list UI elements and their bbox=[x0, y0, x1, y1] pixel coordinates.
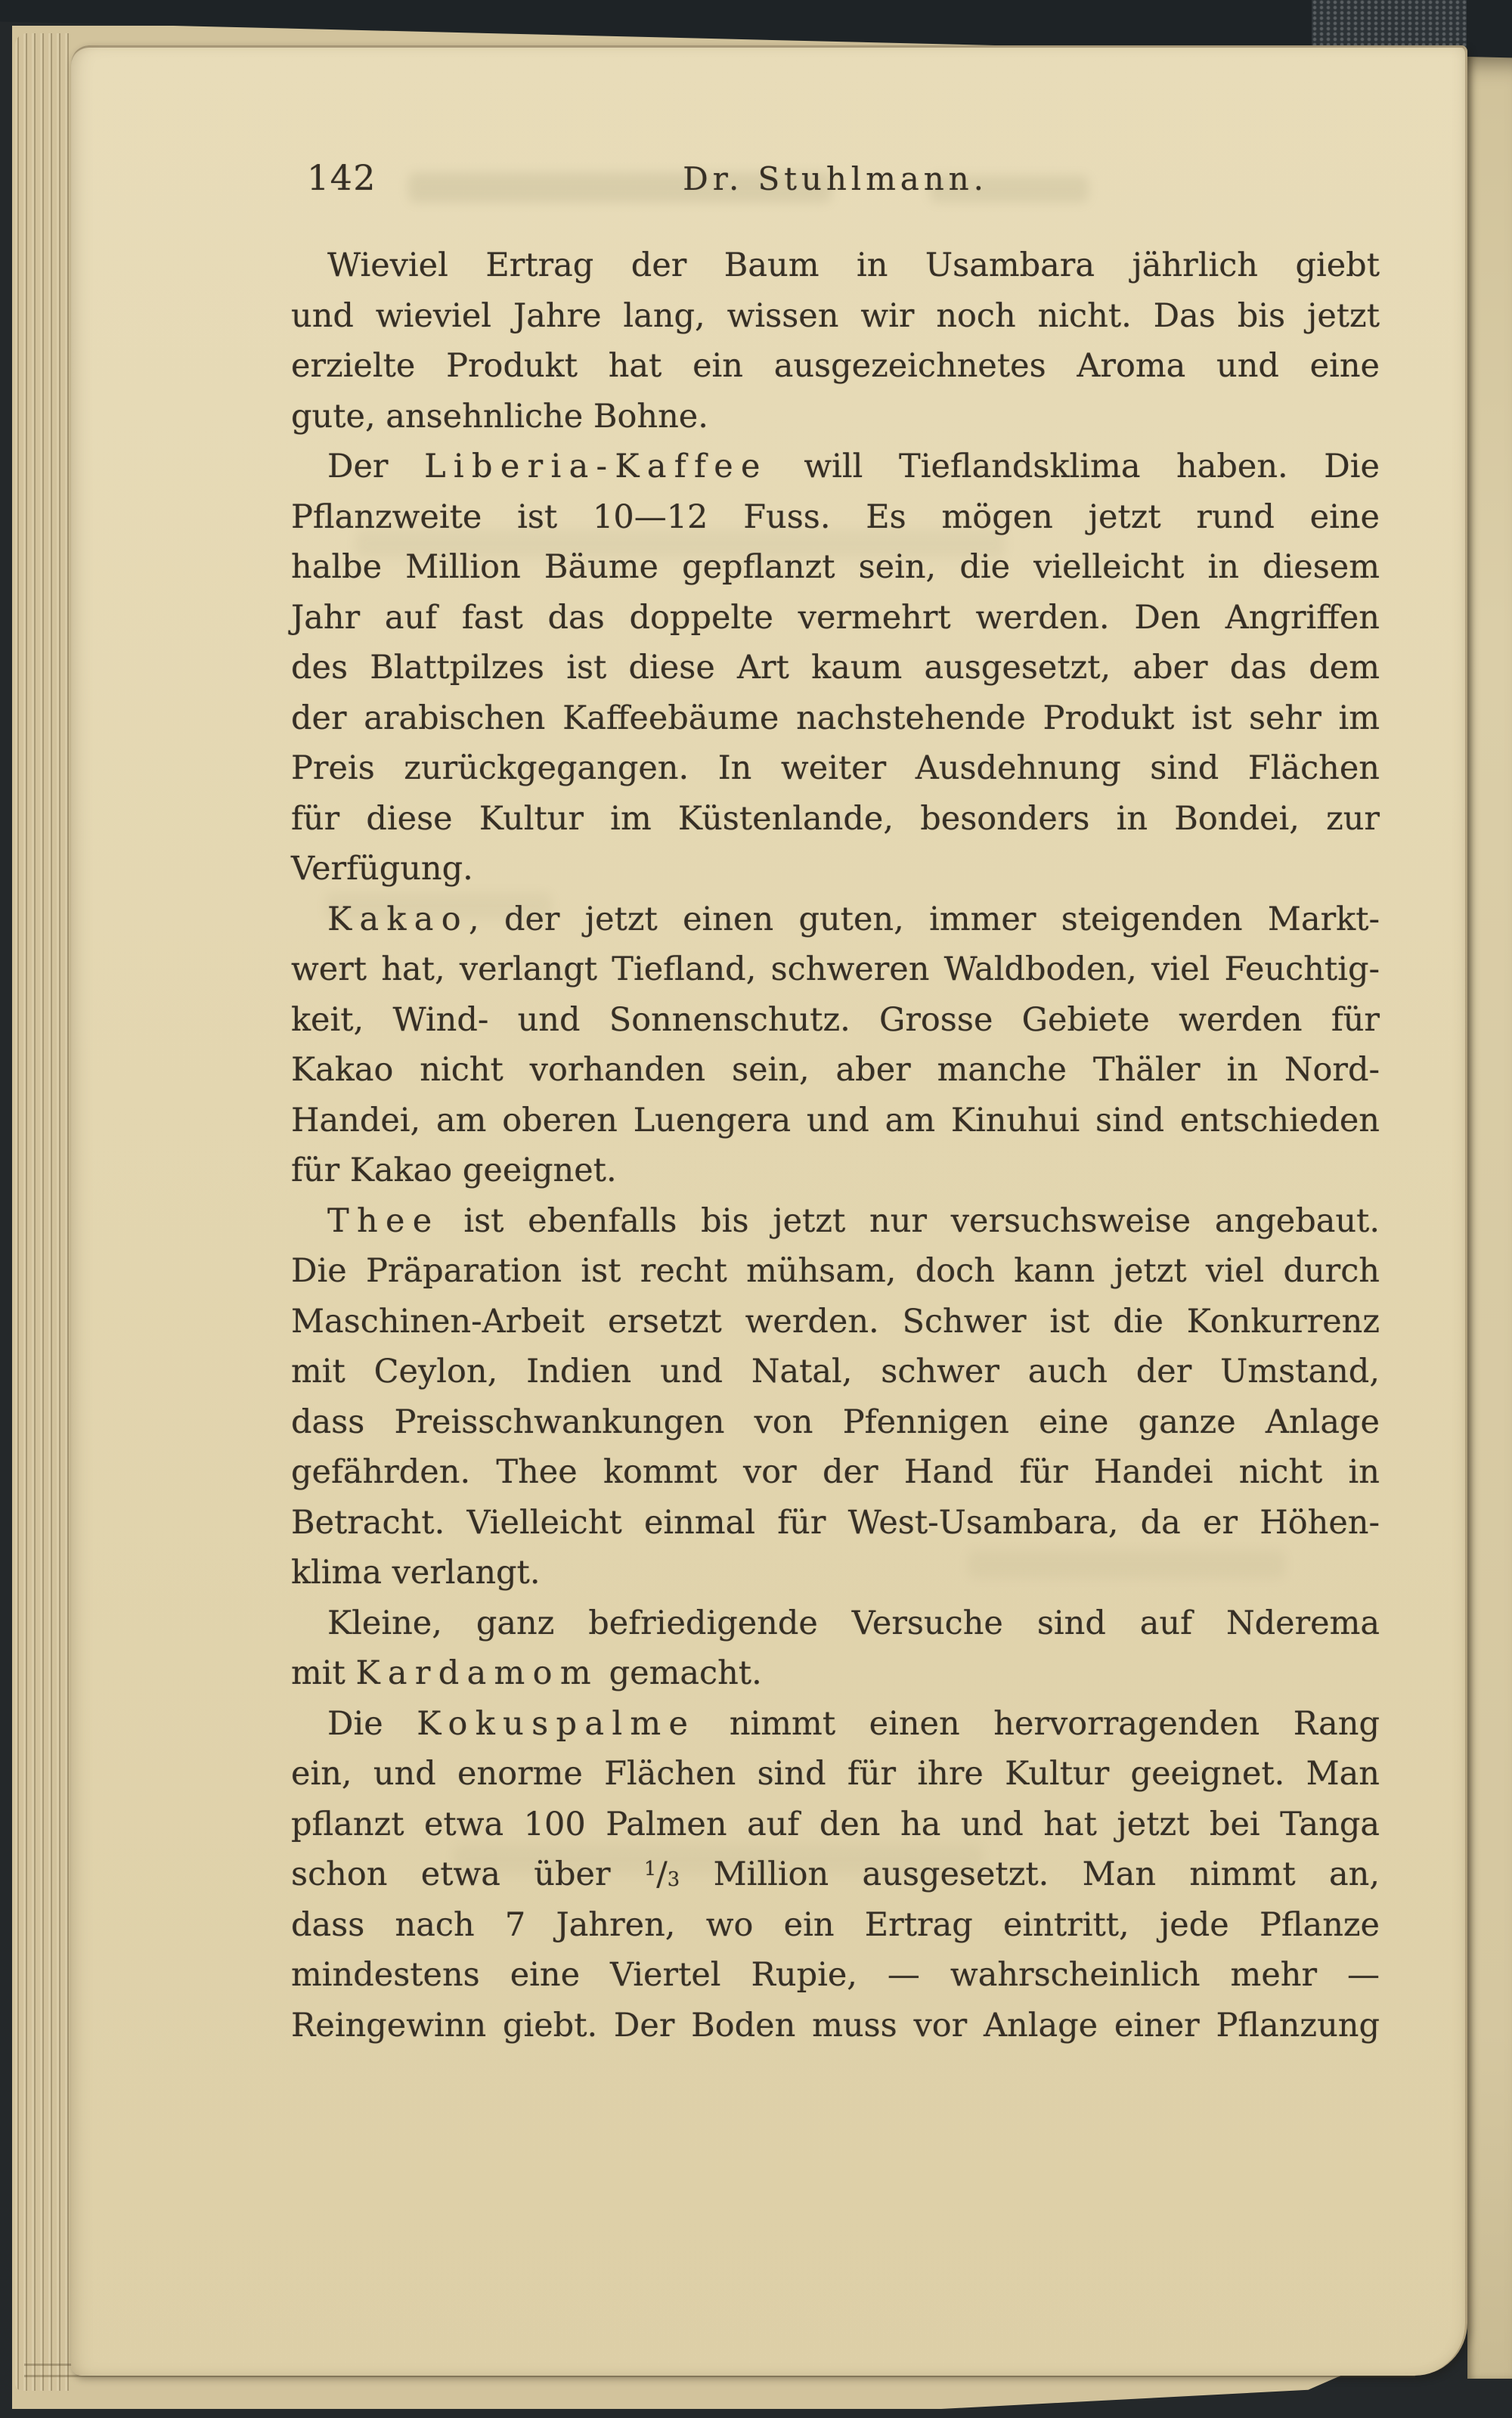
text-line bbox=[291, 392, 1380, 442]
text-segment: Kleine, ganz befriedigende Versuche sind auf Nderema bbox=[327, 1604, 1380, 1642]
text-segment: Betracht. Vielleicht einmal für West-Usambara, da er Höhen- bbox=[291, 1503, 1380, 1542]
text-segment: Handei, am oberen Luengera und am Kinuhui sind entschieden bbox=[291, 1101, 1380, 1139]
text-segment: will Tieflandsklima haben. Die bbox=[767, 448, 1380, 485]
text-segment: Verfügung. bbox=[291, 850, 473, 888]
text-line bbox=[291, 341, 1380, 392]
text-line bbox=[291, 291, 1380, 342]
text-line bbox=[291, 693, 1380, 744]
text-line bbox=[291, 794, 1380, 845]
text-segment: ein, und enorme Flächen sind für ihre Kultur geeignet. Man bbox=[291, 1755, 1380, 1793]
running-header: Dr. Stuhlmann. bbox=[683, 160, 988, 197]
text-segment: gemacht. bbox=[598, 1654, 762, 1692]
text-segment: Preis zurückgegangen. In weiter Ausdehnung sind Flächen bbox=[291, 749, 1380, 787]
text-line bbox=[291, 2001, 1380, 2051]
text-segment: für diese Kultur im Küstenlande, besonders in Bondei, zur bbox=[291, 799, 1380, 838]
text-line bbox=[291, 1749, 1380, 1800]
text-segment: schon etwa über bbox=[291, 1855, 644, 1893]
letterspaced-word: Liberia-Kaffee bbox=[424, 448, 768, 485]
text-line bbox=[291, 1548, 1380, 1598]
text-line bbox=[291, 240, 1380, 291]
text-segment: halbe Million Bäume gepflanzt sein, die vielleicht in diesem bbox=[291, 548, 1380, 586]
text-line bbox=[291, 1096, 1380, 1146]
text-line bbox=[291, 1900, 1380, 1951]
text-line bbox=[291, 1397, 1380, 1448]
text-line bbox=[291, 442, 1380, 492]
letterspaced-word: Kardamom bbox=[355, 1654, 599, 1692]
scanned-page bbox=[71, 45, 1467, 2376]
text-segment: mit Ceylon, Indien und Natal, schwer auch der Umstand, bbox=[291, 1353, 1380, 1390]
text-line bbox=[291, 1347, 1380, 1397]
body-text bbox=[291, 240, 1380, 2051]
text-line bbox=[291, 542, 1380, 593]
text-line bbox=[291, 492, 1380, 543]
text-segment: Die Präparation ist recht mühsam, doch kann jetzt viel durch bbox=[291, 1252, 1380, 1290]
text-segment: Wieviel Ertrag der Baum in Usambara jährlich giebt bbox=[327, 246, 1380, 284]
text-segment: gefährden. Thee kommt vor der Hand für Handei nicht in bbox=[291, 1453, 1380, 1491]
text-line bbox=[291, 1800, 1380, 1850]
text-segment: ist ebenfalls bis jetzt nur versuchsweise angebaut. bbox=[439, 1201, 1380, 1240]
text-line bbox=[291, 844, 1380, 894]
fraction: $^1$/3 bbox=[643, 1855, 680, 1893]
letterspaced-word: Kakao bbox=[327, 900, 469, 938]
text-segment: Pflanzweite ist 10—12 Fuss. Es mögen jetzt rund eine bbox=[291, 498, 1380, 536]
text-segment: für Kakao geeignet. bbox=[291, 1152, 617, 1189]
text-segment: des Blattpilzes ist diese Art kaum ausgesetzt, aber das dem bbox=[291, 649, 1380, 687]
text-line bbox=[291, 1045, 1380, 1096]
text-segment: nimmt einen hervorragenden Rang bbox=[696, 1704, 1380, 1743]
text-line bbox=[291, 1699, 1380, 1750]
text-line bbox=[291, 1598, 1380, 1649]
page-number: 142 bbox=[307, 157, 376, 198]
text-segment: erzielte Produkt hat ein ausgezeichnetes Aroma und eine bbox=[291, 347, 1380, 385]
text-segment: mindestens eine Viertel Rupie, — wahrscheinlich mehr — bbox=[291, 1956, 1380, 1994]
text-line bbox=[291, 1849, 1380, 1900]
text-line bbox=[291, 944, 1380, 995]
next-page-right-edge bbox=[1467, 51, 1512, 2379]
text-segment: dass Preisschwankungen von Pfennigen eine ganze Anlage bbox=[291, 1403, 1380, 1441]
text-line bbox=[291, 1297, 1380, 1347]
text-segment: Jahr auf fast das doppelte vermehrt werden. Den Angriffen bbox=[291, 598, 1380, 637]
text-segment: wert hat, verlangt Tiefland, schweren Waldboden, viel Feuchtig- bbox=[291, 950, 1380, 988]
text-segment: klima verlangt. bbox=[291, 1554, 541, 1592]
text-segment: Der bbox=[327, 448, 425, 485]
text-line bbox=[291, 1246, 1380, 1297]
text-segment: pflanzt etwa 100 Palmen auf den ha und hat jetzt bei Tanga bbox=[291, 1805, 1380, 1843]
text-segment: und wieviel Jahre lang, wissen wir noch nicht. Das bis jetzt bbox=[291, 296, 1380, 335]
text-line bbox=[291, 894, 1380, 945]
text-segment: dass nach 7 Jahren, wo ein Ertrag eintritt, jede Pflanze bbox=[291, 1905, 1380, 1944]
text-segment: Reingewinn giebt. Der Boden muss vor Anlage einer Pflanzung bbox=[291, 2006, 1380, 2044]
text-line bbox=[291, 995, 1380, 1046]
text-segment: Die bbox=[327, 1704, 417, 1743]
text-line bbox=[291, 1145, 1380, 1196]
text-segment: keit, Wind- und Sonnenschutz. Grosse Gebiete werden für bbox=[291, 1000, 1380, 1039]
text-line bbox=[291, 1950, 1380, 2001]
letterspaced-word: Thee bbox=[327, 1201, 440, 1240]
text-line bbox=[291, 1447, 1380, 1498]
text-line bbox=[291, 1196, 1380, 1247]
text-line bbox=[291, 643, 1380, 693]
text-line bbox=[291, 743, 1380, 794]
text-line bbox=[291, 593, 1380, 643]
text-segment: Maschinen-Arbeit ersetzt werden. Schwer ist die Konkurrenz bbox=[291, 1302, 1380, 1341]
text-segment: Million ausgesetzt. Man nimmt an, bbox=[680, 1855, 1380, 1893]
page-stack-left-edges bbox=[15, 33, 70, 2391]
letterspaced-word: Kokuspalme bbox=[417, 1704, 696, 1743]
text-segment: gute, ansehnliche Bohne. bbox=[291, 397, 708, 436]
text-segment: der arabischen Kaffeebäume nachstehende Produkt ist sehr im bbox=[291, 699, 1380, 737]
text-segment: , der jetzt einen guten, immer steigenden Markt- bbox=[468, 900, 1380, 938]
text-line bbox=[291, 1648, 1380, 1699]
text-line bbox=[291, 1498, 1380, 1548]
text-segment: Kakao nicht vorhanden sein, aber manche Thäler in Nord- bbox=[291, 1051, 1380, 1089]
text-segment: mit bbox=[291, 1654, 356, 1692]
